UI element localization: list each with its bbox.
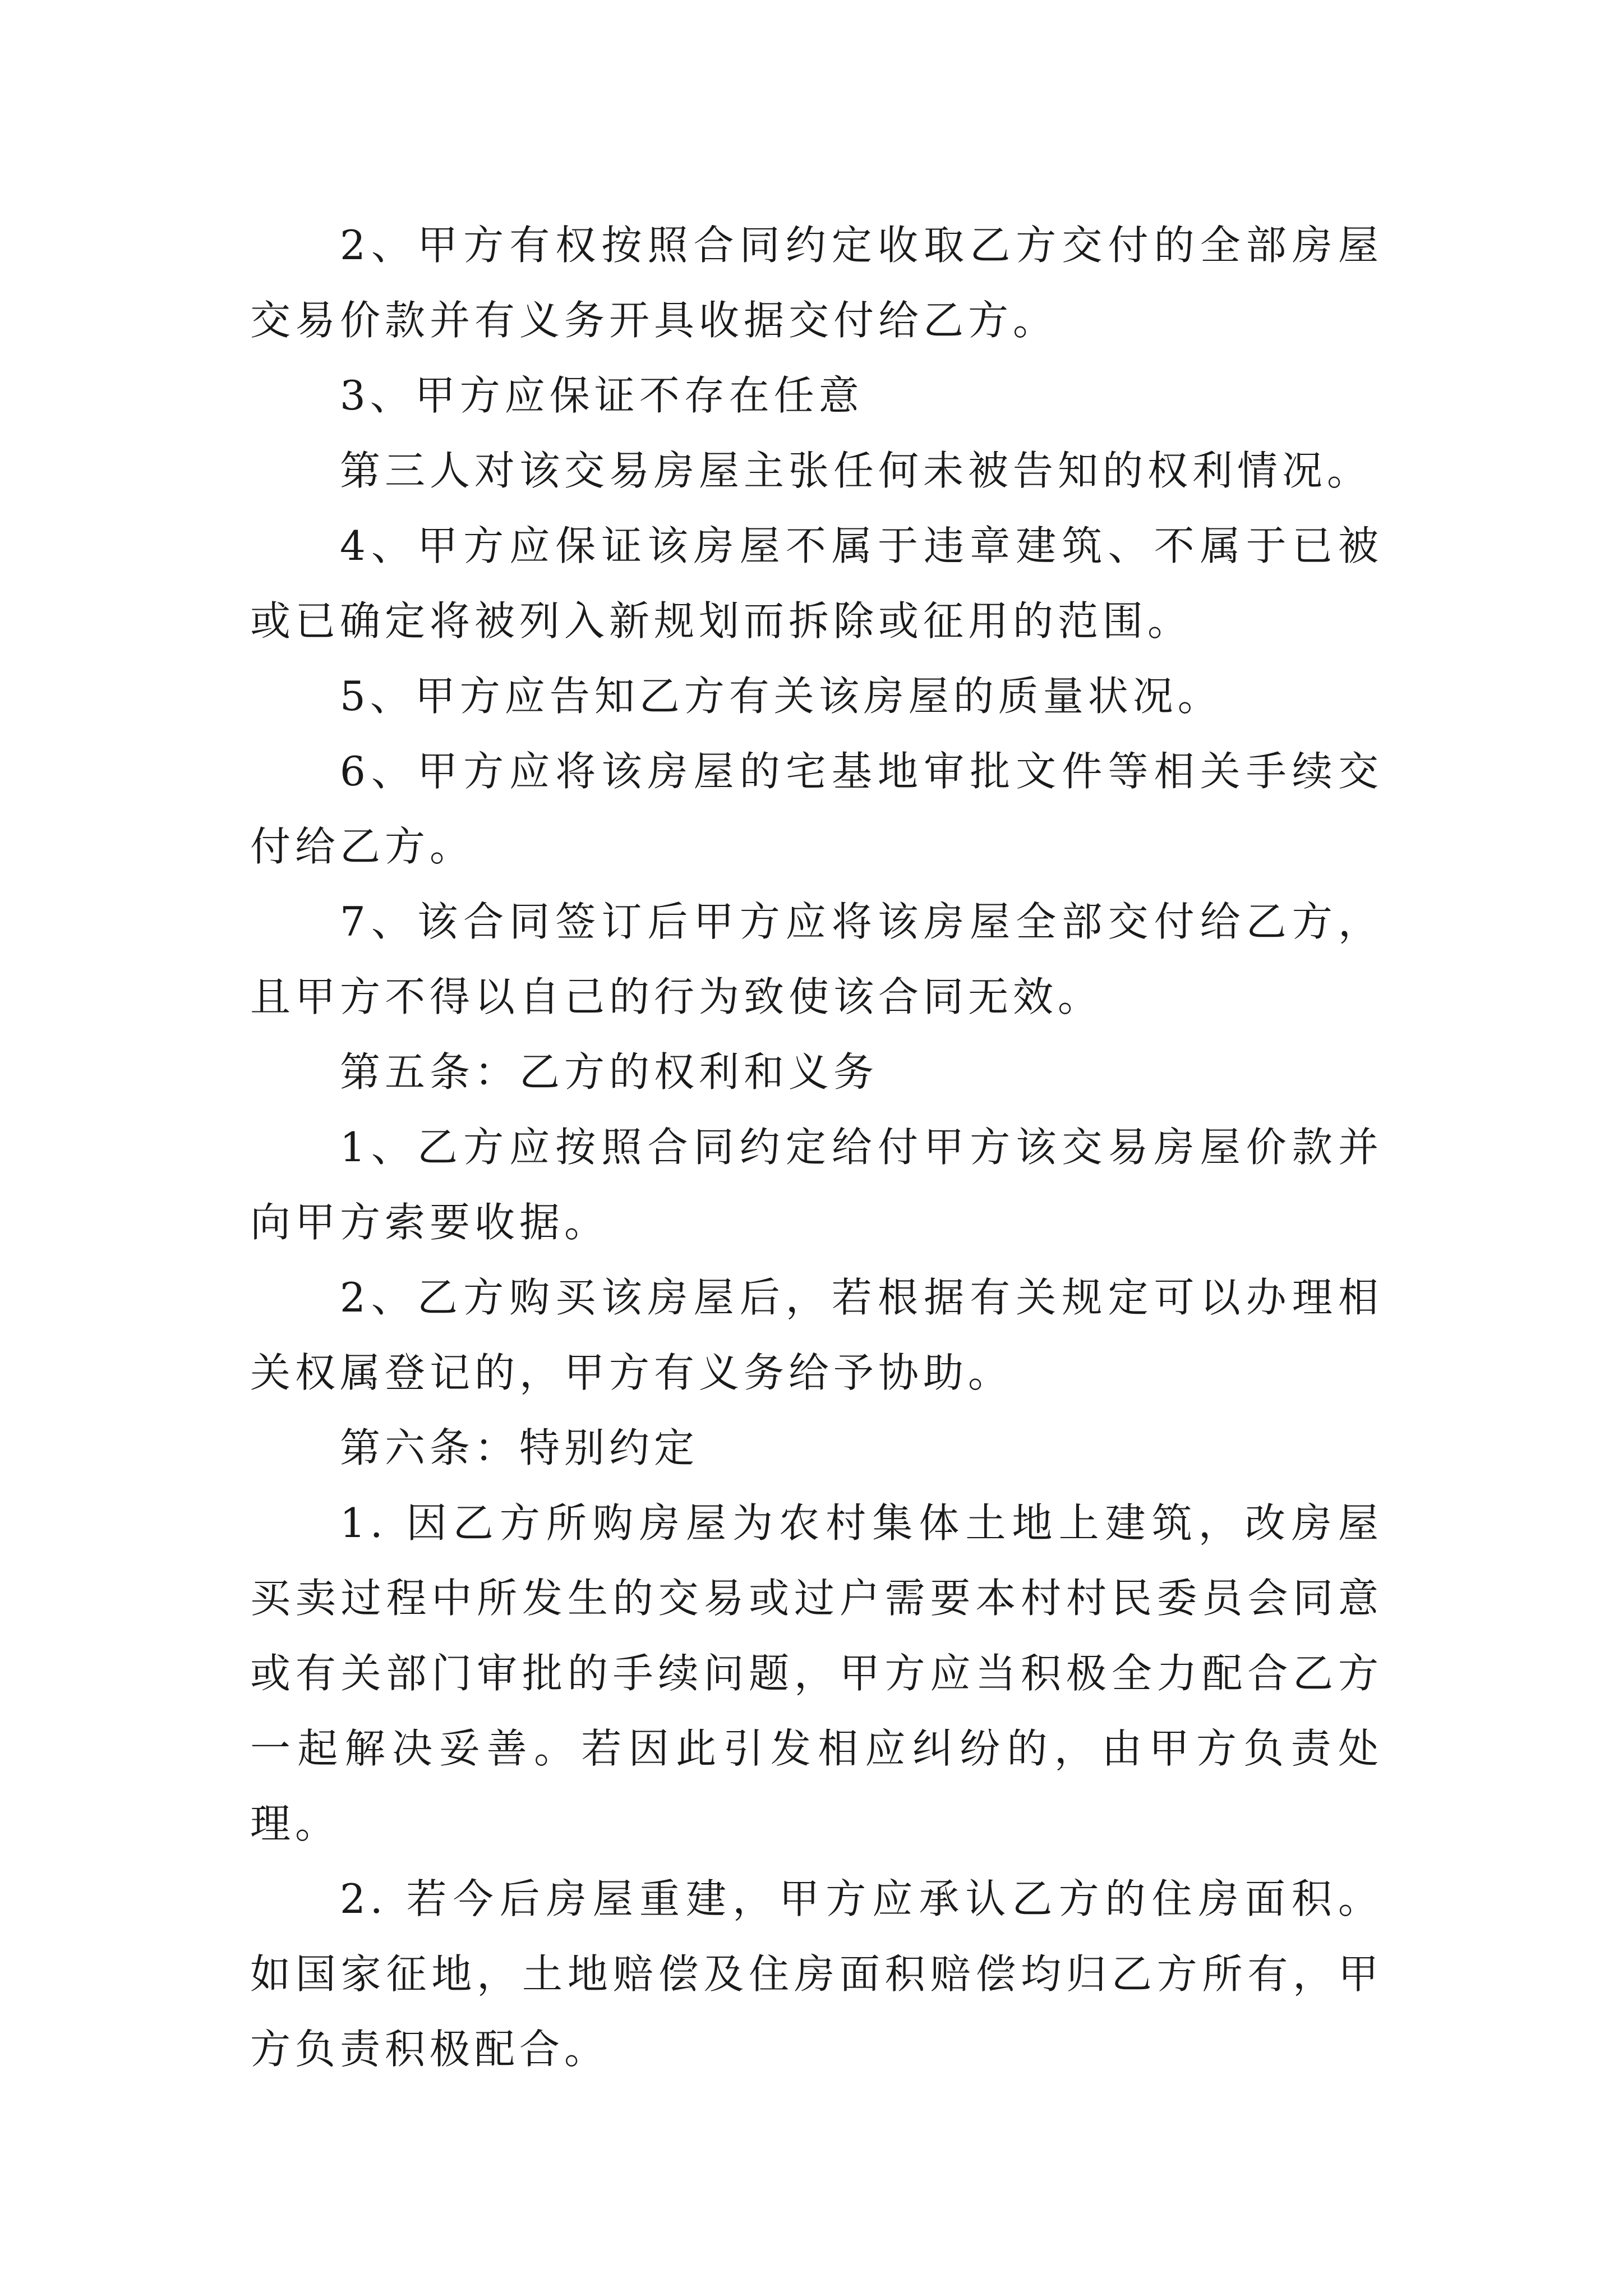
paragraph-third-party-claims: 第三人对该交易房屋主张任何未被告知的权利情况。 [340,447,1372,494]
heading-article-five: 第五条：乙方的权利和义务 [340,1048,879,1096]
paragraph-quality-disclosure: 5、甲方应告知乙方有关该房屋的质量状况。 [340,673,1223,720]
document-body [250,208,1383,2087]
paragraph-special-terms-2: 2. 若今后房屋重建，甲方应承认乙方的住房面积。如国家征地，土地赔偿及住房面积赔偿均归乙方所有，甲方负责积极配合。 [250,1875,1383,2073]
paragraph-delivery: 7、该合同签订后甲方应将该房屋全部交付给乙方，且甲方不得以自己的行为致使该合同无效。 [250,898,1383,1020]
paragraph-buyer-payment: 1、乙方应按照合同约定给付甲方该交易房屋价款并向甲方索要收据。 [250,1124,1383,1246]
paragraph-seller-guarantee: 3、甲方应保证不存在任意 [340,372,864,419]
paragraph-seller-collect-payment: 2、甲方有权按照合同约定收取乙方交付的全部房屋交易价款并有义务开具收据交付给乙方。 [250,222,1383,344]
heading-article-six: 第六条：特别约定 [340,1424,699,1471]
paragraph-registration-assist: 2、乙方购买该房屋后，若根据有关规定可以办理相关权属登记的，甲方有义务给予协助。 [250,1274,1383,1396]
paragraph-special-terms-1: 1. 因乙方所购房屋为农村集体土地上建筑，改房屋买卖过程中所发生的交易或过户需要本村村民委员会同意或有关部门审批的手续问题，甲方应当积极全力配合乙方一起解决妥善。若因此引发相应纠纷的，由甲方负责处理。 [250,1499,1383,1847]
paragraph-approval-documents: 6、甲方应将该房屋的宅基地审批文件等相关手续交付给乙方。 [250,748,1383,870]
paragraph-not-illegal-building: 4、甲方应保证该房屋不属于违章建筑、不属于已被或已确定将被列入新规划而拆除或征用的范围。 [250,522,1383,645]
